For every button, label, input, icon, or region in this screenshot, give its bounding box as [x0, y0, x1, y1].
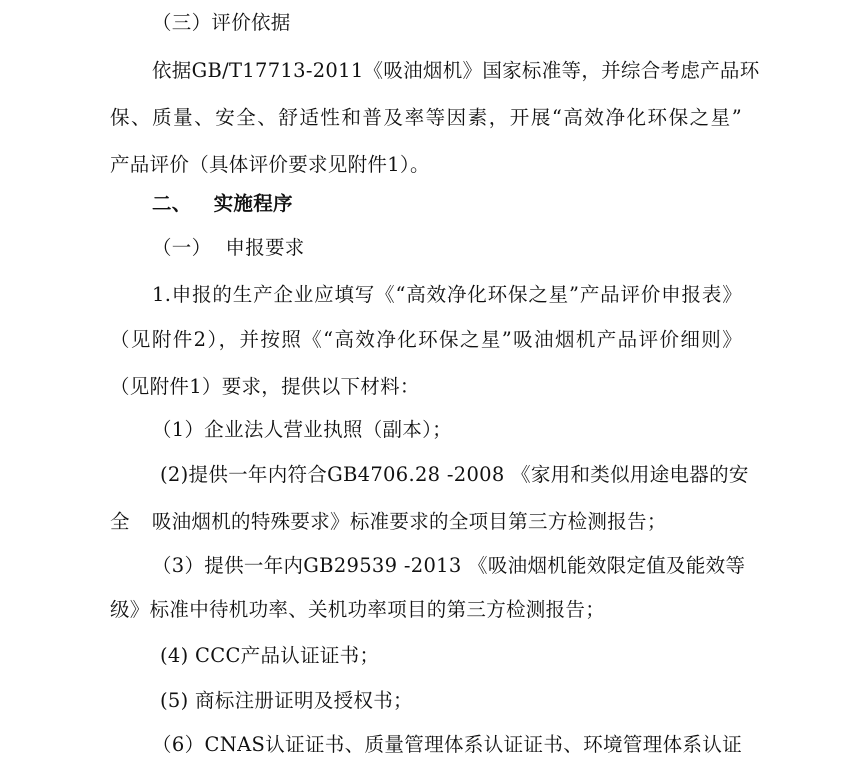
list-item: (2)提供一年内符合GB4706.28 -2008 《家用和类似用途电器的安: [160, 463, 749, 486]
paragraph-line: 产品评价（具体评价要求见附件1）。: [110, 153, 430, 176]
part-title: 实施程序: [213, 192, 293, 215]
list-item: (5) 商标注册证明及授权书；: [160, 689, 413, 712]
paragraph-line: （见附件2），并按照《“高效净化环保之星”吸油烟机产品评价细则》: [110, 328, 742, 351]
list-item-continuation: 级》标准中待机功率、关机功率项目的第三方检测报告；: [110, 598, 606, 621]
paragraph-line: 依据GB/T17713-2011《吸油烟机》国家标准等，并综合考虑产品环: [152, 59, 760, 82]
list-item: （6）CNAS认证证书、质量管理体系认证证书、环境管理体系认证: [152, 733, 742, 756]
paragraph-line: （见附件1）要求，提供以下材料：: [110, 375, 420, 398]
paragraph-line: 1.申报的生产企业应填写《“高效净化环保之星”产品评价申报表》: [152, 283, 742, 306]
paragraph-line: 保、质量、安全、舒适性和普及率等因素，开展“高效净化环保之星”: [110, 106, 742, 129]
list-item: （1）企业法人营业执照（副本）；: [152, 418, 452, 441]
section-heading-evaluation-basis: （三）评价依据: [152, 11, 291, 34]
subsection-heading: [152, 238, 305, 258]
list-item: (4) CCC产品认证证书；: [160, 644, 380, 667]
subsection-title: 申报要求: [225, 236, 305, 259]
part-number: 二、: [152, 192, 192, 215]
part-heading: [152, 194, 293, 214]
list-item: （3）提供一年内GB29539 -2013 《吸油烟机能效限定值及能效等: [152, 554, 746, 577]
subsection-number: （一）: [152, 236, 212, 259]
list-item-continuation: 全 吸油烟机的特殊要求》标准要求的全项目第三方检测报告；: [110, 510, 667, 533]
